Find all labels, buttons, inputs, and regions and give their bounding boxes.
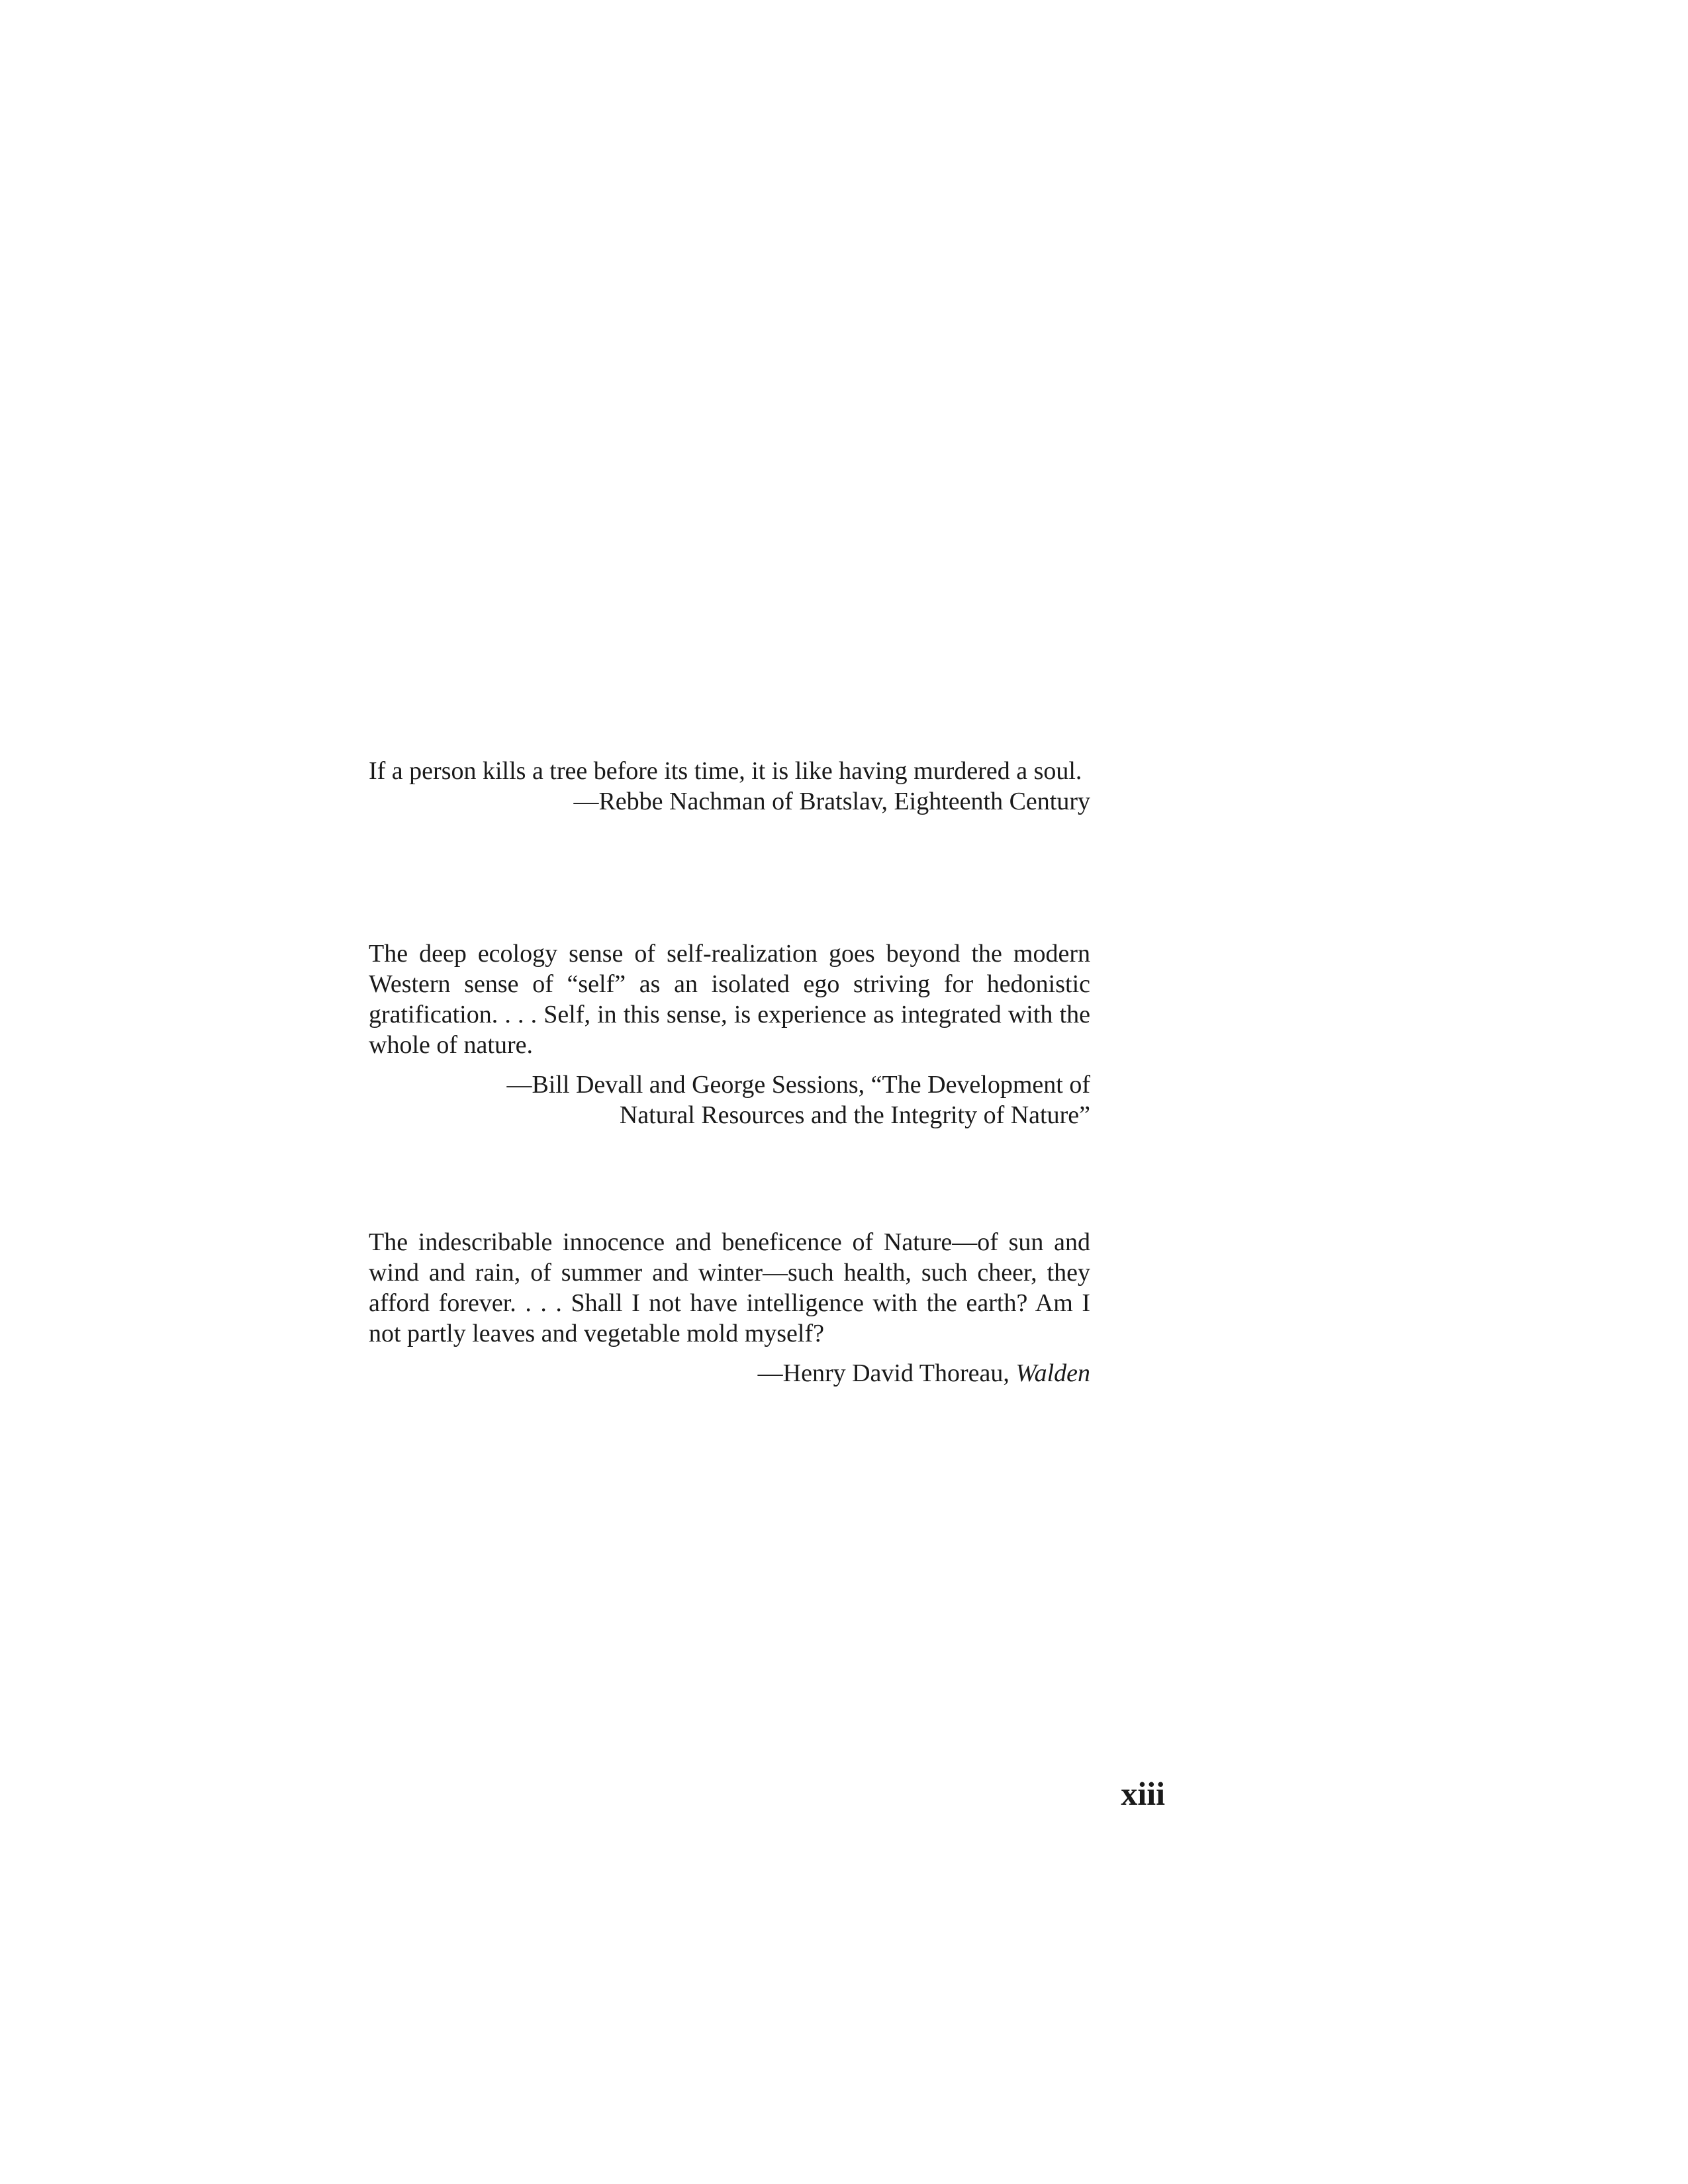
epigraph-quote: The deep ecology sense of self-realization goes beyond the modern Western sense of “self” as an isolated ego striving for hedonistic gratification. . . . Self, in this sense, is experience as integrated with the whole of nature. bbox=[369, 940, 1090, 1059]
epigraph-thoreau bbox=[369, 1227, 1090, 1388]
attribution-author: —Henry David Thoreau, bbox=[757, 1359, 1016, 1387]
attribution-line: —Bill Devall and George Sessions, “The Development of bbox=[506, 1071, 1090, 1099]
epigraph-attribution: —Rebbe Nachman of Bratslav, Eighteenth Century bbox=[573, 788, 1090, 815]
attribution-line: Natural Resources and the Integrity of Nature” bbox=[619, 1101, 1090, 1129]
epigraph-attribution bbox=[369, 1358, 1090, 1388]
attribution-work-title: Walden bbox=[1015, 1359, 1090, 1387]
page-number: xiii bbox=[1121, 1775, 1165, 1812]
epigraph-quote: If a person kills a tree before its time, it is like having murdered a soul. bbox=[369, 757, 1082, 785]
epigraph-nachman bbox=[369, 756, 1090, 817]
epigraph-attribution bbox=[369, 1069, 1090, 1130]
epigraph-devall-sessions bbox=[369, 938, 1090, 1130]
epigraph-quote: The indescribable innocence and beneficence of Nature—of sun and wind and rain, of summer and winter—such health, such cheer, they afford forever. . . . Shall I not have intelligence with the earth? Am I not partly leaves and vegetable mold myself? bbox=[369, 1228, 1090, 1347]
